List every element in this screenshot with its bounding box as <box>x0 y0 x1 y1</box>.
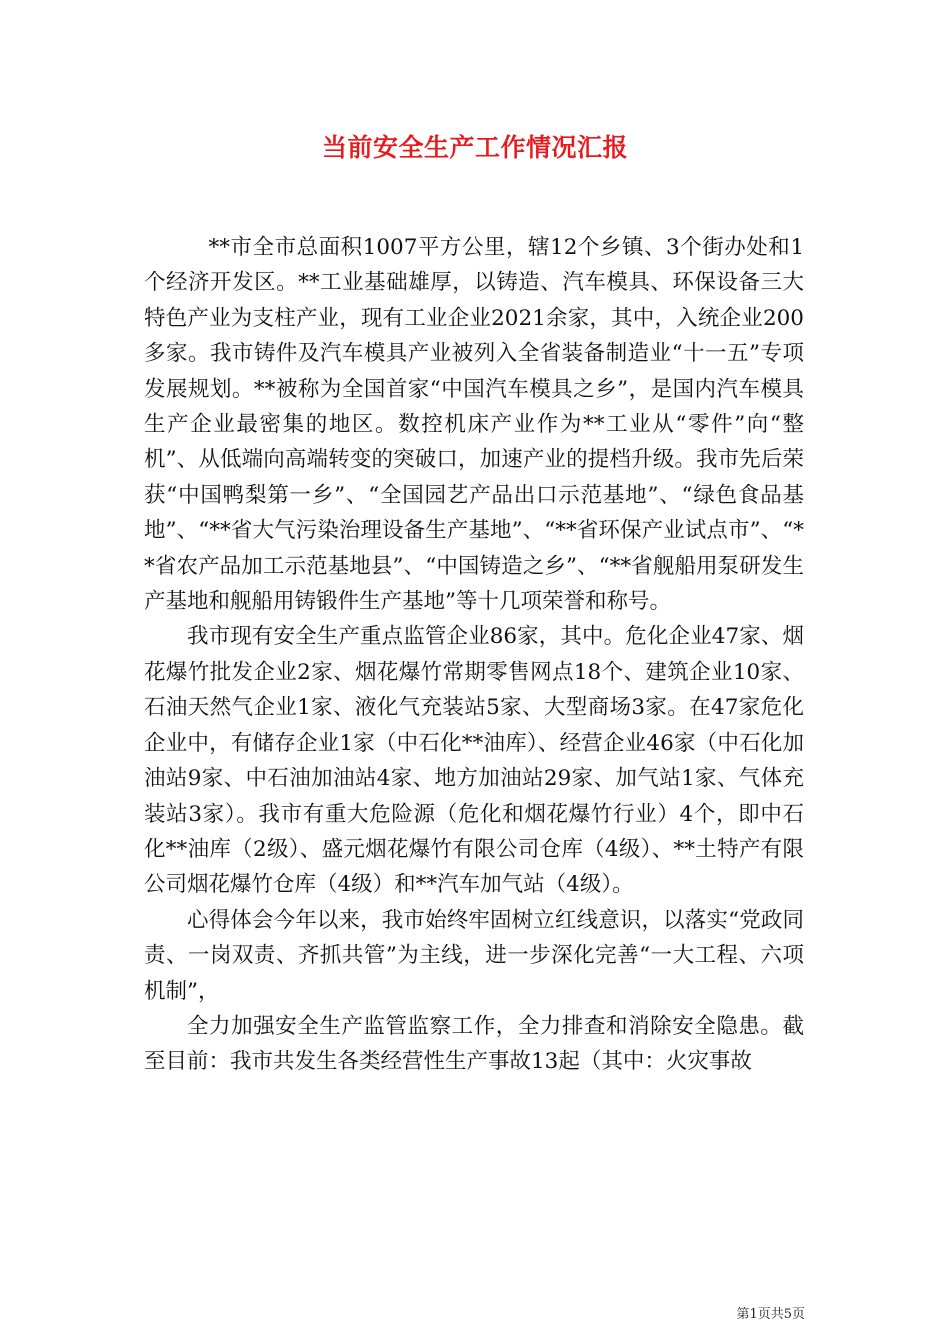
document-title: 当前安全生产工作情况汇报 <box>321 133 628 162</box>
paragraph-supervised-enterprises: 我市现有安全生产重点监管企业86家，其中。危化企业47家、烟花爆竹批发企业2家、烟花爆竹常期零售网点18个、建筑企业10家、石油天然气企业1家、液化气充装站5家、大型商场3家。在47家危化企业中，有储存企业1家（中石化**油库）、经营企业46家（中石化加油站9家、中石油加油站4家、地方加油站29家、加气站1家、气体充装站3家）。我市有重大危险源（危化和烟花爆竹行业）4个，即中石化**油库（2级）、盛元烟花爆竹有限公司仓库（4级）、**土特产有限公司烟花爆竹仓库（4级）和**汽车加气站（4级）。 <box>144 624 804 898</box>
paragraph-experience: 心得体会今年以来，我市始终牢固树立红线意识，以落实“党政同责、一岗双责、齐抓共管”为主线，进一步深化完善“一大工程、六项机制”， <box>144 907 804 1004</box>
page-number-footer: 第1页共5页 <box>736 1307 805 1322</box>
paragraph-safety-supervision: 全力加强安全生产监管监察工作，全力排查和消除安全隐患。截至目前：我市共发生各类经营性生产事故13起（其中：火灾事故 <box>144 1013 804 1075</box>
document-body <box>144 230 804 1080</box>
paragraph-city-overview: **市全市总面积1007平方公里，辖12个乡镇、3个街办处和1个经济开发区。**工业基础雄厚，以铸造、汽车模具、环保设备三大特色产业为支柱产业，现有工业企业2021余家，其中，入统企业200多家。我市铸件及汽车模具产业被列入全省装备制造业“十一五”专项发展规划。**被称为全国首家“中国汽车模具之乡”，是国内汽车模具生产企业最密集的地区。数控机床产业作为**工业从“零件”向“整机”、从低端向高端转变的突破口，加速产业的提档升级。我市先后荣获“中国鸭梨第一乡”、“全国园艺产品出口示范基地”、“绿色食品基地”、“**省大气污染治理设备生产基地”、“**省环保产业试点市”、“**省农产品加工示范基地县”、“中国铸造之乡”、“**省舰船用泵研发生产基地和舰船用铸锻件生产基地”等十几项荣誉和称号。 <box>144 235 804 615</box>
